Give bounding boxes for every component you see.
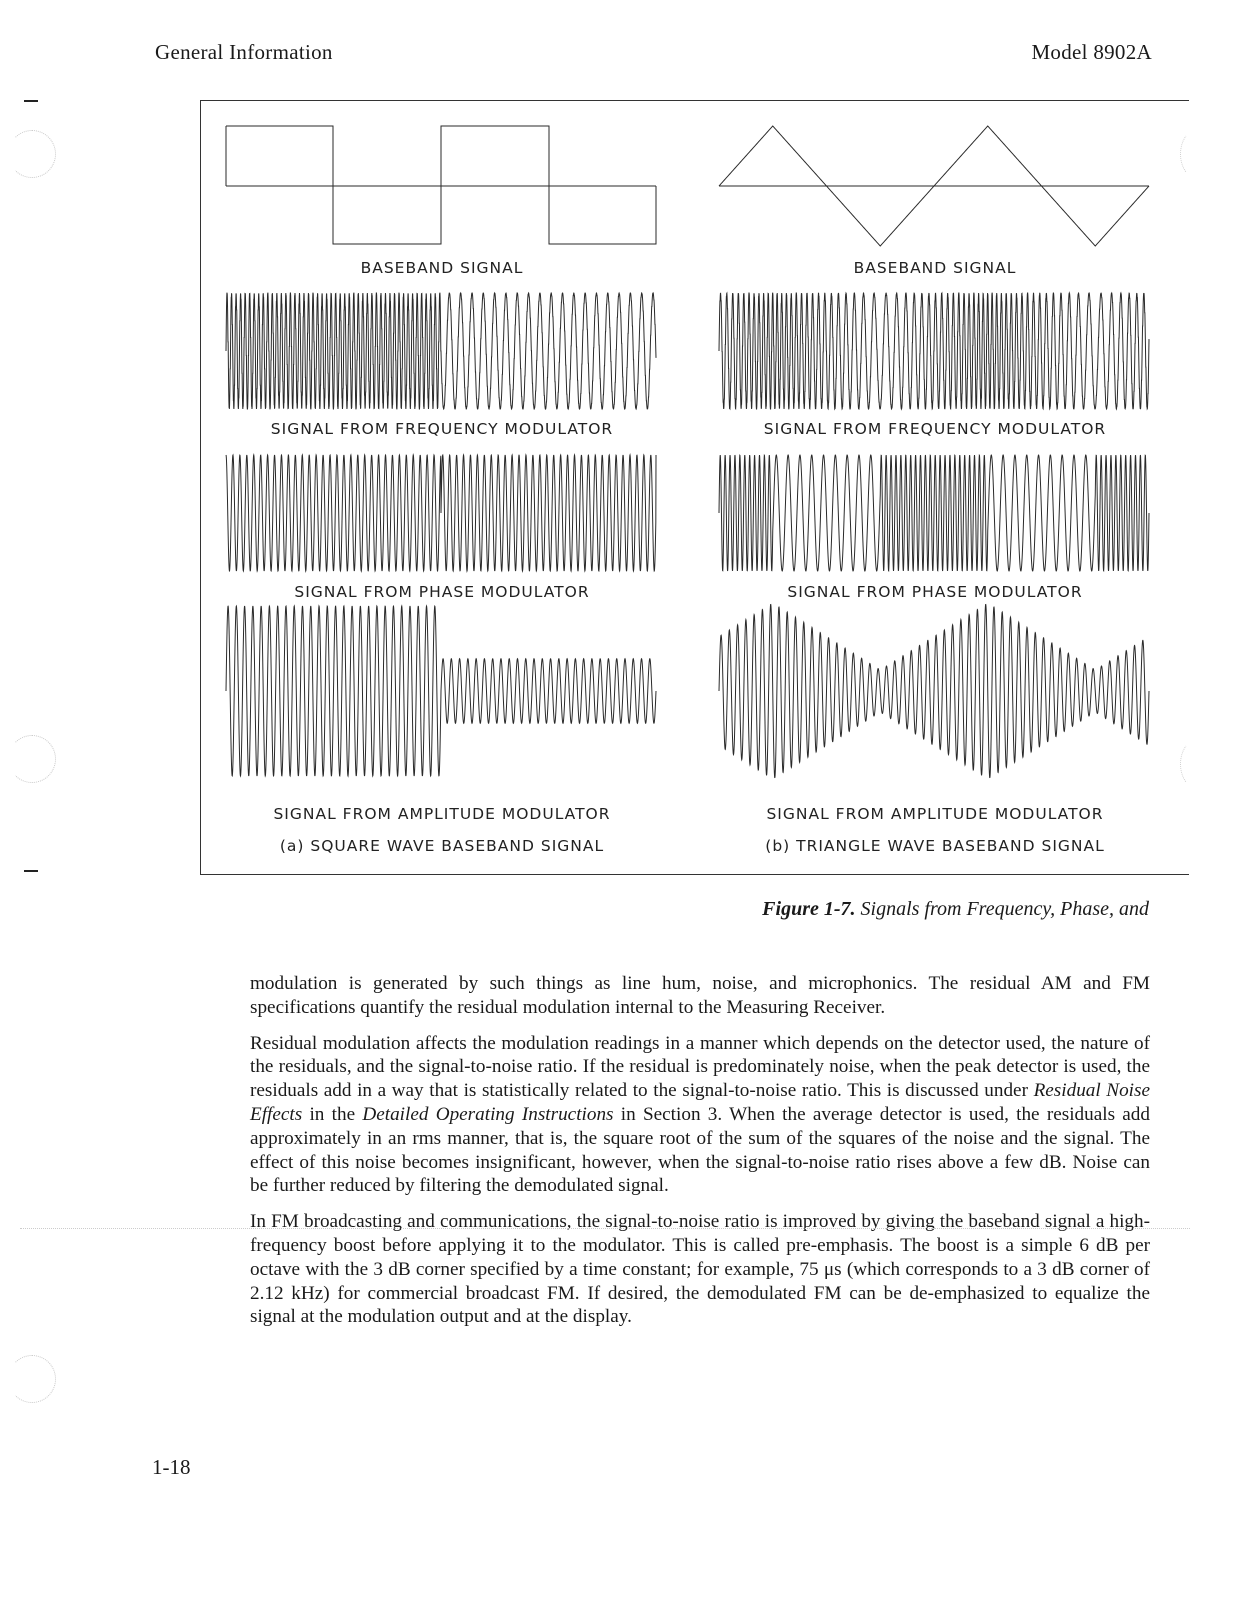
figure-1-7-waveforms — [201, 101, 1189, 874]
left-subcaption: (a) SQUARE WAVE BASEBAND SIGNAL — [279, 837, 605, 855]
figure-number: Figure 1-7. — [762, 898, 856, 920]
right-pm-label: SIGNAL FROM PHASE MODULATOR — [787, 583, 1083, 601]
left-baseband-square-wave — [226, 126, 656, 244]
left-am-waveform — [226, 606, 656, 776]
page-number: 1-18 — [152, 1455, 191, 1479]
right-am-waveform — [719, 604, 1149, 777]
binder-hole-top — [8, 130, 56, 178]
left-pm-label: SIGNAL FROM PHASE MODULATOR — [294, 583, 590, 601]
running-header-left: General Information — [155, 40, 333, 64]
left-panel — [226, 126, 656, 776]
paragraph-3: In FM broadcasting and communications, the signal-to-noise ratio is improved by giving the baseband signal a high-frequency boost before applying it to the modulator. This is called pre-emphasis. The boost is a simple 6 dB per octave with the 3 dB corner specified by a time constant; for example, 75 μs (which corresponds to a 3 dB corner of 2.12 kHz) for commercial broadcast FM. If desired, the demodulated FM can be de-emphasized to equalize the signal at the modulation output and at the display. — [250, 1211, 1150, 1328]
binder-hole-bottom — [8, 1355, 56, 1403]
right-panel — [719, 126, 1149, 778]
left-fm-label: SIGNAL FROM FREQUENCY MODULATOR — [270, 420, 614, 438]
paragraph-2-text-c: in Section 3. When the average detector is used, the residuals add approximately in an rms manner, that is, the square root of the sum of the squares of the noise and the signal. The effect of this noise becomes insignificant, however, when the signal-to-noise ratio rises above a few dB. Noise can be further reduced by filtering the demodulated signal. — [250, 1103, 1150, 1197]
margin-change-bar-top — [24, 100, 38, 102]
left-am-label: SIGNAL FROM AMPLITUDE MODULATOR — [273, 805, 611, 823]
figure-caption — [762, 898, 1149, 921]
figure-caption-text: Signals from Frequency, Phase, and — [860, 898, 1149, 920]
figure-frame — [200, 100, 1189, 875]
left-baseband-label: BASEBAND SIGNAL — [360, 259, 524, 277]
right-baseband-label: BASEBAND SIGNAL — [853, 259, 1017, 277]
right-subcaption: (b) TRIANGLE WAVE BASEBAND SIGNAL — [765, 837, 1105, 855]
binder-hole-middle — [8, 735, 56, 783]
running-header-right: Model 8902A — [1031, 40, 1152, 64]
body-text — [250, 972, 1150, 1341]
paragraph-1: modulation is generated by such things as line hum, noise, and microphonics. The residual AM and FM specifications quantify the residual modulation internal to the Measuring Receiver. — [250, 973, 1150, 1018]
margin-change-bar-bottom — [24, 870, 38, 872]
right-am-label: SIGNAL FROM AMPLITUDE MODULATOR — [766, 805, 1104, 823]
reference-detailed-operating-instructions: Detailed Operating Instructions — [362, 1103, 614, 1125]
right-fm-waveform — [719, 293, 1149, 409]
paragraph-2-text-a: Residual modulation affects the modulation readings in a manner which depends on the detector used, the nature of the residuals, and the signal-to-noise ratio. If the residual is predominately noise, when the peak detector is used, the residuals add in a way that is statistically related to the signal-to-noise ratio. This is discussed under — [250, 1032, 1150, 1102]
right-fm-label: SIGNAL FROM FREQUENCY MODULATOR — [763, 420, 1107, 438]
left-pm-waveform — [226, 455, 656, 571]
right-pm-waveform — [719, 455, 1149, 571]
reference-residual-noise-effects: Residual Noise Effects — [250, 1080, 1150, 1125]
paragraph-2 — [250, 1032, 1150, 1199]
paragraph-2-text-b: in the — [302, 1103, 363, 1125]
left-fm-waveform — [226, 293, 656, 409]
scan-artifact-line — [20, 1228, 1190, 1229]
